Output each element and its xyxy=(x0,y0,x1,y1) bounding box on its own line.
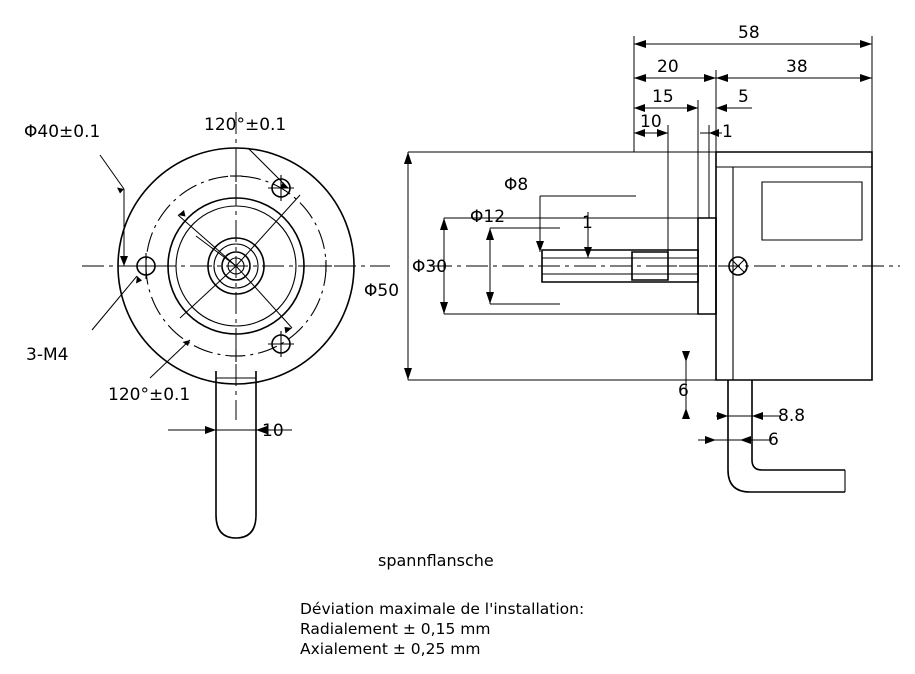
installation-notes xyxy=(300,600,584,658)
leader-angle-bottom-arrow xyxy=(183,340,191,346)
label-thread: 3-M4 xyxy=(26,345,69,365)
leader-inner-2-arrow xyxy=(285,327,293,334)
cable-dim-arrow-left xyxy=(205,426,216,434)
label-body-dia: Φ50 xyxy=(364,281,400,301)
phi40-arrow-down xyxy=(120,256,128,266)
label-bolt-circle-diameter: Φ40±0.1 xyxy=(24,122,101,142)
label-cable-length: 10 xyxy=(262,421,284,441)
housing-label-panel xyxy=(762,182,862,240)
note-line-3: Axialement ± 0,25 mm xyxy=(300,640,481,658)
leader-3m4 xyxy=(92,276,137,330)
label-cable-offset: 6 xyxy=(678,381,689,401)
note-line-2: Radialement ± 0,15 mm xyxy=(300,620,491,638)
leader-inner-1 xyxy=(178,215,236,266)
label-flange-dia: Φ30 xyxy=(412,257,448,277)
front-cable xyxy=(216,371,256,538)
cable-outer-curve xyxy=(728,380,845,492)
leader-3m4-arrow xyxy=(136,276,142,284)
label-hub-dia: Φ12 xyxy=(470,207,506,227)
label-flange-dim: 15 xyxy=(652,87,674,107)
label-shaft-dim: 10 xyxy=(640,112,662,132)
side-bottom-dimensions xyxy=(678,351,805,450)
drawing-caption: spannflansche xyxy=(378,551,494,570)
label-housing-length: 38 xyxy=(786,57,808,77)
side-view-group xyxy=(364,23,900,492)
leader-phi40 xyxy=(100,155,124,189)
label-body-length: 20 xyxy=(657,57,679,77)
label-angle-top: 120°±0.1 xyxy=(204,115,287,135)
side-cable xyxy=(728,380,845,492)
leader-phi40-arrow xyxy=(117,188,124,194)
label-shaft-step: 1 xyxy=(582,213,593,233)
label-angle-bottom: 120°±0.1 xyxy=(108,385,191,405)
label-step-dim: 5 xyxy=(738,87,749,107)
label-cable-dia: 8.8 xyxy=(778,406,806,426)
label-overall-length: 58 xyxy=(738,23,760,43)
note-line-1: Déviation maximale de l'installation: xyxy=(300,600,585,618)
cable-outline xyxy=(216,371,256,538)
label-small-step: 1 xyxy=(722,122,733,142)
label-shaft-dia: Φ8 xyxy=(504,175,529,195)
label-cable-bottom: 6 xyxy=(768,430,779,450)
front-view-group xyxy=(24,112,390,538)
leader-inner-4 xyxy=(196,236,236,266)
